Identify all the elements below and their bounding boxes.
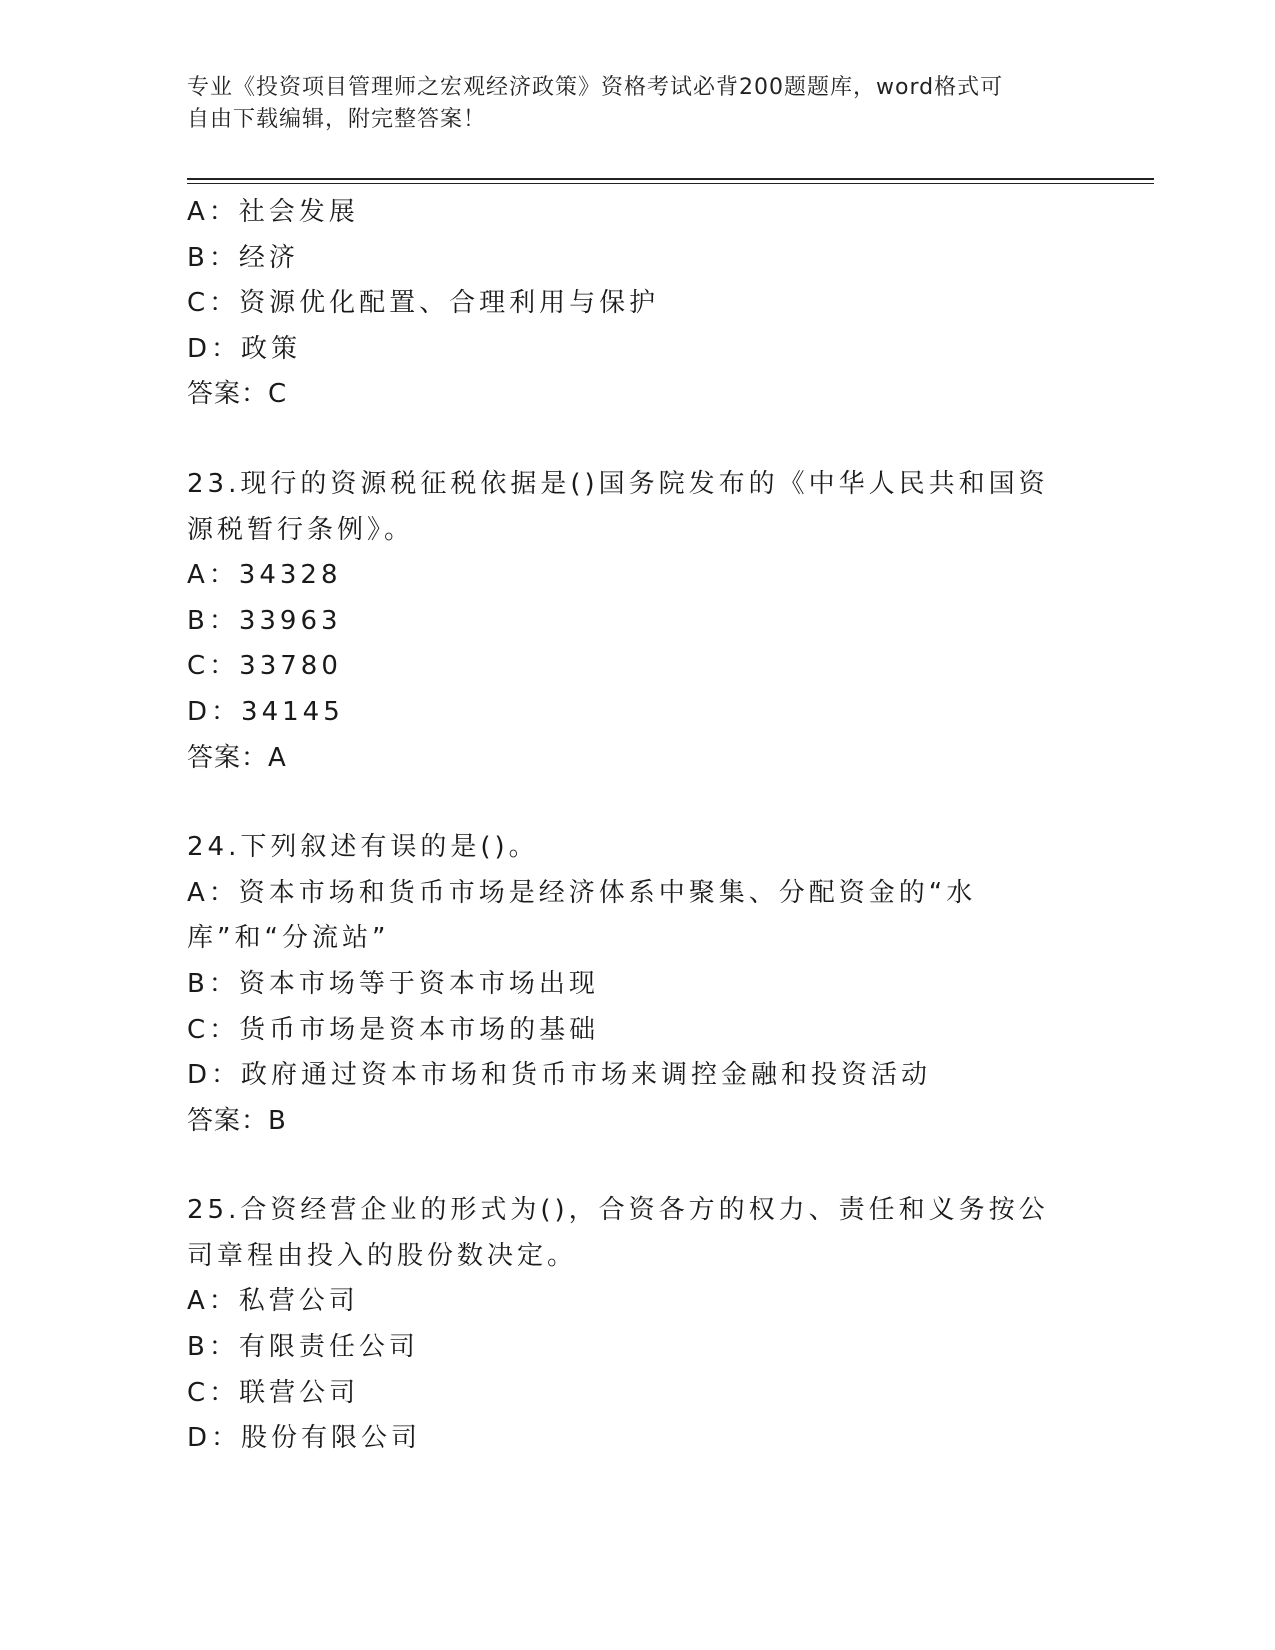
option-c: C：33780	[187, 651, 342, 682]
header-rule-thick	[187, 178, 1154, 180]
question-23	[187, 462, 1087, 781]
option-a: A：私营公司	[187, 1286, 359, 1317]
question-stem: 24.下列叙述有误的是()。	[187, 832, 539, 863]
option-b: B：33963	[187, 605, 342, 636]
option-d: D：34145	[187, 696, 344, 727]
question-stem: 23.现行的资源税征税依据是()国务院发布的《中华人民共和国资源税暂行条例》。	[187, 468, 1049, 545]
option-a: A：资本市场和货币市场是经济体系中聚集、分配资金的“水库”和“分流站”	[187, 877, 977, 954]
header-line-2: 自由下载编辑，附完整答案！	[187, 107, 487, 132]
question-24	[187, 825, 1087, 1144]
answer: 答案：A	[187, 742, 287, 773]
header-rule-thin	[187, 183, 1154, 184]
question-list	[187, 190, 1087, 1462]
option-c: C：联营公司	[187, 1377, 360, 1408]
question-25	[187, 1188, 1087, 1462]
answer: 答案：B	[187, 1105, 287, 1136]
option-d: D：股份有限公司	[187, 1423, 422, 1454]
question-22	[187, 190, 1087, 418]
question-stem: 25.合资经营企业的形式为()，合资各方的权力、责任和义务按公司章程由投入的股份数决定。	[187, 1195, 1049, 1271]
document-header	[187, 72, 1087, 136]
option-b: B：经济	[187, 242, 299, 273]
answer: 答案：C	[187, 379, 288, 410]
option-a: A：34328	[187, 560, 342, 591]
option-c: C：货币市场是资本市场的基础	[187, 1014, 600, 1045]
option-b: B：资本市场等于资本市场出现	[187, 968, 599, 999]
option-d: D：政策	[187, 333, 302, 364]
option-c: C：资源优化配置、合理利用与保护	[187, 288, 660, 319]
option-d: D：政府通过资本市场和货币市场来调控金融和投资活动	[187, 1060, 932, 1091]
header-line-1: 专业《投资项目管理师之宏观经济政策》资格考试必背200题题库，word格式可	[187, 75, 1004, 100]
option-a: A：社会发展	[187, 197, 359, 227]
option-b: B：有限责任公司	[187, 1332, 419, 1363]
